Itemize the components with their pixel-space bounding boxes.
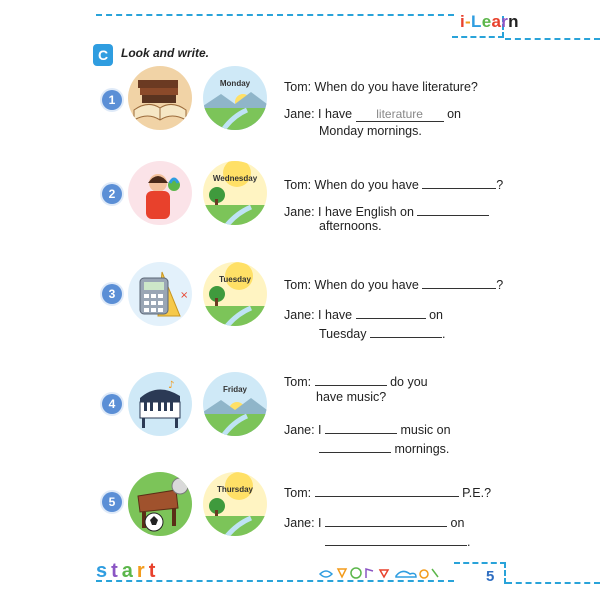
day-label: Thursday xyxy=(216,485,253,494)
dialog-line: have music? xyxy=(316,390,387,404)
decorative-icons xyxy=(318,566,440,580)
dialog-line: mornings. xyxy=(319,439,449,456)
weekday-scene-wednesday xyxy=(203,161,267,225)
books-picture xyxy=(128,66,192,130)
section-badge: C xyxy=(93,44,113,66)
answer-blank[interactable] xyxy=(325,420,397,434)
item-number: 3 xyxy=(102,284,122,304)
dialog-line: Jane: I music on xyxy=(284,420,451,437)
piano-picture xyxy=(128,372,192,436)
weekday-scene-tuesday xyxy=(203,262,267,326)
day-label: Friday xyxy=(222,385,247,394)
dialog-line: Jane: I have literature on xyxy=(284,107,461,121)
svg-text:♪: ♪ xyxy=(168,380,175,391)
answer-blank[interactable] xyxy=(417,202,489,216)
header-dashed-line xyxy=(96,14,454,16)
dialog-line: Tom: When do you have ? xyxy=(284,175,503,192)
item-number: 2 xyxy=(102,184,122,204)
page-number-frame xyxy=(454,562,506,584)
dialog-line: Tom: When do you have ? xyxy=(284,275,503,292)
footer-dashed-line-right xyxy=(506,582,600,584)
item-number: 5 xyxy=(102,492,122,512)
sports-equipment-picture xyxy=(128,472,192,536)
dialog-line: Jane: I on xyxy=(284,513,464,530)
svg-text:×: × xyxy=(180,290,189,301)
answer-blank[interactable] xyxy=(422,275,496,289)
weekday-scene-thursday xyxy=(203,472,267,536)
dialog-line: Tuesday . xyxy=(319,324,445,341)
answer-blank[interactable] xyxy=(325,513,447,527)
answer-blank[interactable] xyxy=(356,305,426,319)
footer-dashed-line xyxy=(96,580,454,582)
page-number: 5 xyxy=(486,568,495,585)
answer-blank[interactable]: literature xyxy=(356,108,444,122)
calculator-picture xyxy=(128,262,192,326)
weekday-scene-friday xyxy=(203,372,267,436)
day-label: Tuesday xyxy=(219,275,251,284)
item-number: 4 xyxy=(102,394,122,414)
answer-blank[interactable] xyxy=(319,439,391,453)
answer-blank[interactable] xyxy=(325,532,467,546)
answer-blank[interactable] xyxy=(315,483,459,497)
answer-blank[interactable] xyxy=(315,372,387,386)
dialog-line: Jane: I have English on xyxy=(284,202,489,219)
start-logo: start xyxy=(96,560,160,582)
dialog-line: Tom: When do you have literature? xyxy=(284,80,478,94)
section-title: Look and write. xyxy=(121,46,210,60)
day-label: Monday xyxy=(219,79,251,88)
dialog-line: Jane: I have on xyxy=(284,305,443,322)
dialog-line: Tom: P.E.? xyxy=(284,483,491,500)
brand-logo: i-Learn xyxy=(460,12,519,31)
dialog-line: . xyxy=(325,532,470,549)
girl-headphones-picture xyxy=(128,161,192,225)
dialog-line: afternoons. xyxy=(319,219,382,233)
item-number: 1 xyxy=(102,90,122,110)
dialog-line: Tom: do you xyxy=(284,372,428,389)
header-dashed-line-right xyxy=(505,38,600,40)
answer-blank[interactable] xyxy=(422,175,496,189)
answer-blank[interactable] xyxy=(370,324,442,338)
dialog-line: Monday mornings. xyxy=(319,124,422,138)
weekday-scene-monday xyxy=(203,66,267,130)
day-label: Wednesday xyxy=(212,174,258,183)
